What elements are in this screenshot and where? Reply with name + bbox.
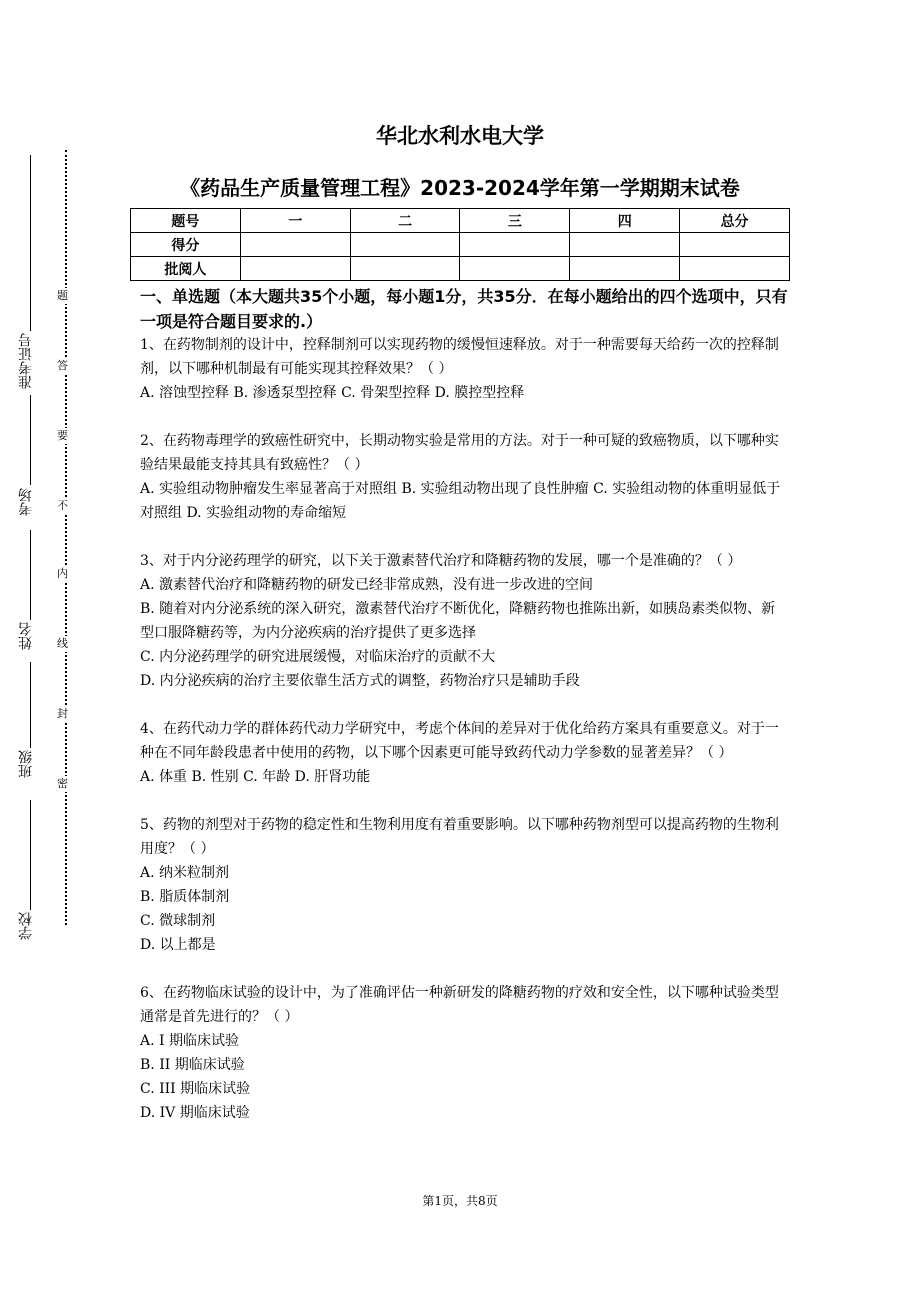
column-header: 总分 [680,209,790,233]
grader-cell [460,257,570,281]
seal-dotted-line [65,150,67,925]
question-stem: 6、在药物临床试验的设计中，为了准确评估一种新研发的降糖药物的疗效和安全性，以下哪种试验类型通常是首先进行的？（ ） [140,985,779,1025]
column-header: 一 [240,209,350,233]
question-2 [140,429,785,525]
seal-char: 答 [57,359,68,372]
question-options: A. 溶蚀型控释 B. 渗透泵型控释 C. 骨架型控释 D. 膜控型控释 [140,385,525,401]
score-table [130,208,790,281]
question-option: C. 内分泌药理学的研究进展缓慢，对临床治疗的贡献不大 [140,649,496,665]
label-class: 班级 [18,750,34,778]
question-options: A. 实验组动物肿瘤发生率显著高于对照组 B. 实验组动物出现了良性肿瘤 C. 实验组动物的体重明显低于对照组 D. 实验组动物的寿命缩短 [140,481,781,521]
class-line [30,662,31,748]
question-5 [140,813,785,957]
question-stem: 5、药物的剂型对于药物的稳定性和生物利用度有着重要影响。以下哪种药物剂型可以提高药物的生物利用度？（ ） [140,817,779,857]
row-label-score: 得分 [131,233,241,257]
question-3 [140,549,785,693]
score-cell [680,233,790,257]
page-footer: 第1页，共8页 [422,1194,498,1208]
question-stem: 3、对于内分泌药理学的研究，以下关于激素替代治疗和降糖药物的发展，哪一个是准确的？（ ） [140,553,742,569]
score-table-row [131,233,790,257]
question-list [140,333,785,1149]
label-name: 姓名 [18,622,34,650]
question-option: D. 内分泌疾病的治疗主要依靠生活方式的调整，药物治疗只是辅助手段 [140,673,580,689]
score-table-row [131,209,790,233]
question-1 [140,333,785,405]
seal-char: 密 [57,777,68,790]
seal-char: 内 [57,567,68,580]
score-cell [240,233,350,257]
column-header: 二 [350,209,460,233]
question-option: D. 以上都是 [140,937,216,953]
question-6 [140,981,785,1125]
label-exam-room: 考场 [18,488,34,516]
question-option: A. 纳米粒制剂 [140,865,230,881]
question-option: A. 激素替代治疗和降糖药物的研发已经非常成熟，没有进一步改进的空间 [140,577,594,593]
label-school: 学校 [18,912,34,940]
question-stem: 1、在药物制剂的设计中，控释制剂可以实现药物的缓慢恒速释放。对于一种需要每天给药一次的控释制剂，以下哪种机制最有可能实现其控释效果？（ ） [140,337,779,377]
label-exam-number: 准考证号 [18,333,34,389]
grader-cell [350,257,460,281]
grader-cell [570,257,680,281]
seal-char: 线 [57,637,68,650]
question-options: A. 体重 B. 性别 C. 年龄 D. 肝肾功能 [140,769,371,785]
score-cell [570,233,680,257]
exam-title: 《药品生产质量管理工程》2023-2024学年第一学期期末试卷 [180,176,740,200]
name-line [30,530,31,620]
question-option: B. 脂质体制剂 [140,889,230,905]
question-option: C. 微球制剂 [140,913,216,929]
question-option: B. 随着对内分泌系统的深入研究，激素替代治疗不断优化，降糖药物也推陈出新，如胰岛素类似物、新型口服降糖药等，为内分泌疾病的治疗提供了更多选择 [140,601,776,641]
column-header: 三 [460,209,570,233]
university-title: 华北水利水电大学 [376,124,544,148]
question-option: B. II 期临床试验 [140,1057,245,1073]
question-4 [140,717,785,789]
column-header: 四 [570,209,680,233]
question-option: A. I 期临床试验 [140,1033,239,1049]
row-label-question-number: 题号 [131,209,241,233]
section-heading: 一、单选题（本大题共35个小题，每小题1分，共35分．在每小题给出的四个选项中，只有一项是符合题目要求的.） [140,287,788,331]
grader-cell [680,257,790,281]
seal-char: 不 [57,499,68,512]
score-table-row [131,257,790,281]
score-cell [460,233,570,257]
score-cell [350,233,460,257]
seal-char: 封 [57,707,68,720]
seal-char: 要 [57,429,68,442]
grader-cell [240,257,350,281]
question-option: C. III 期临床试验 [140,1081,251,1097]
exam-room-line [30,395,31,485]
seal-char: 题 [57,289,68,302]
question-stem: 2、在药物毒理学的致癌性研究中，长期动物实验是常用的方法。对于一种可疑的致癌物质，以下哪种实验结果最能支持其具有致癌性？（ ） [140,433,779,473]
school-line [30,800,31,910]
question-option: D. IV 期临床试验 [140,1105,250,1121]
row-label-grader: 批阅人 [131,257,241,281]
question-stem: 4、在药代动力学的群体药代动力学研究中，考虑个体间的差异对于优化给药方案具有重要意义。对于一种在不同年龄段患者中使用的药物，以下哪个因素更可能导致药代动力学参数的显著差异？（ ） [140,721,779,761]
